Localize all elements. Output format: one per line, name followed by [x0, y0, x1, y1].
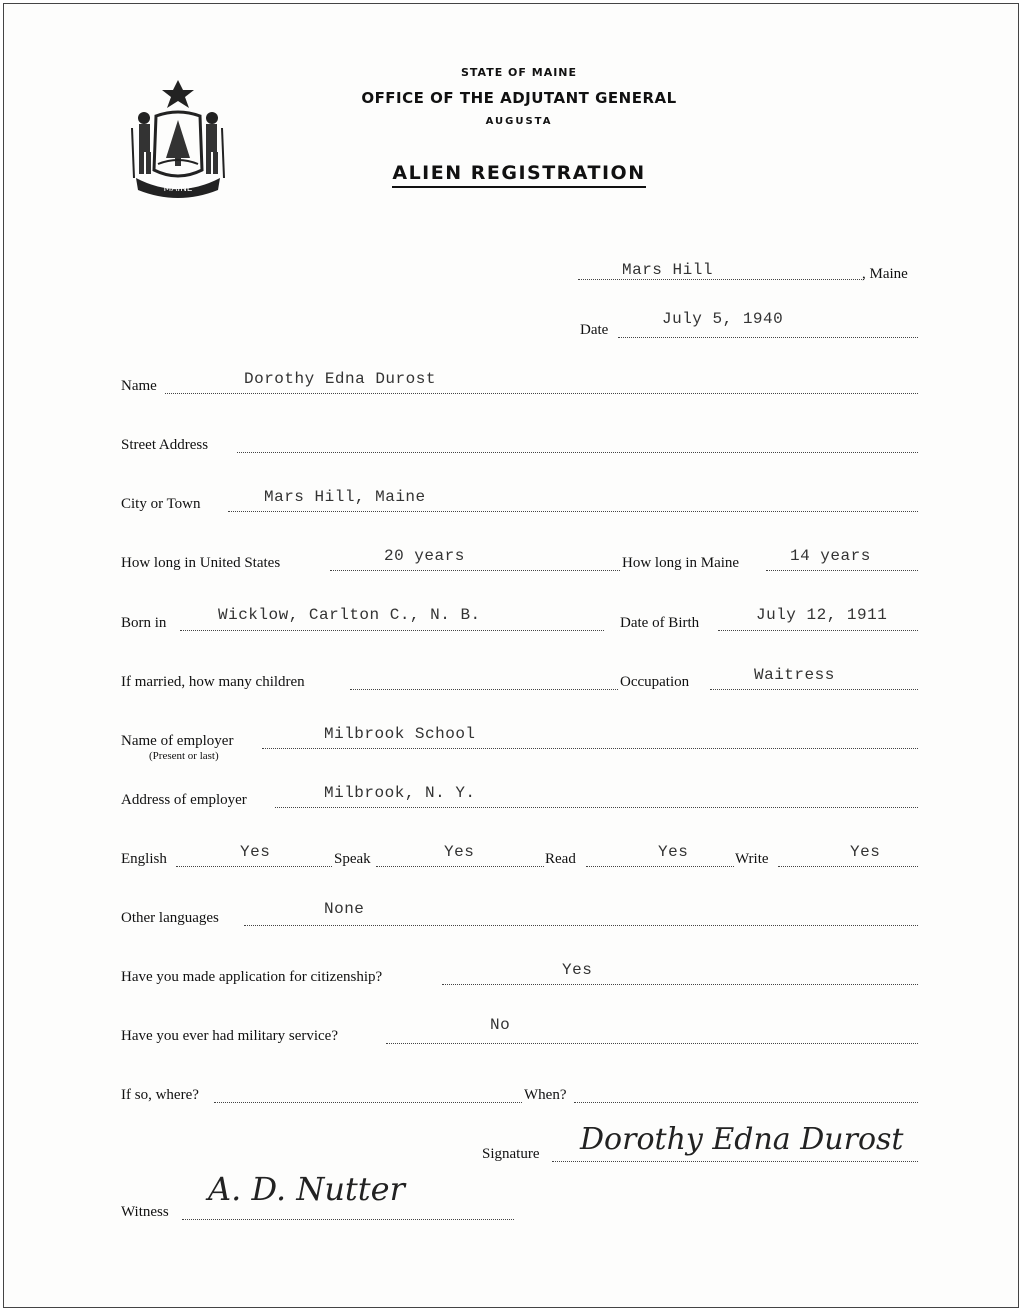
employer-line [262, 748, 918, 749]
when-line [574, 1102, 918, 1103]
speak-line [376, 866, 544, 867]
english-label: English [121, 851, 167, 867]
other-languages-line [244, 925, 918, 926]
military-value: No [490, 1016, 511, 1034]
place-line [578, 279, 864, 280]
speak-value: Yes [444, 843, 475, 861]
city-line [228, 511, 918, 512]
name-line [165, 393, 918, 394]
citizenship-value: Yes [562, 961, 593, 979]
employer-value: Milbrook School [324, 725, 476, 743]
how-long-us-label: How long in United States [121, 555, 281, 571]
employer-label: Name of employer [121, 733, 234, 749]
english-line [176, 866, 332, 867]
city-label: City or Town [121, 496, 201, 512]
signature-label: Signature [482, 1146, 540, 1162]
occupation-line [710, 689, 918, 690]
when-label: When? [524, 1087, 567, 1103]
citizenship-line [442, 984, 918, 985]
date-of-birth-label: Date of Birth [620, 615, 700, 631]
place-value: Mars Hill [622, 261, 713, 279]
born-in-value: Wicklow, Carlton C., N. B. [218, 606, 481, 624]
how-long-us-line [330, 570, 620, 571]
employer-address-label: Address of employer [121, 792, 247, 808]
speak-label: Speak [334, 851, 371, 867]
name-value: Dorothy Edna Durost [244, 370, 436, 388]
name-label: Name [121, 378, 157, 394]
place-suffix-label: , Maine [862, 266, 908, 282]
born-in-label: Born in [121, 615, 167, 631]
where-label: If so, where? [121, 1087, 199, 1103]
header-office: OFFICE OF THE ADJUTANT GENERAL [361, 89, 677, 107]
street-line [237, 452, 918, 453]
employer-note: (Present or last) [149, 750, 219, 762]
military-line [386, 1043, 918, 1044]
witness-label: Witness [121, 1204, 169, 1220]
where-line [214, 1102, 522, 1103]
how-long-maine-label: How long in Maine [622, 555, 740, 571]
citizenship-label: Have you made application for citizenship? [121, 969, 383, 985]
date-label: Date [580, 322, 609, 338]
other-languages-label: Other languages [121, 910, 219, 926]
children-label: If married, how many children [121, 674, 305, 690]
street-label: Street Address [121, 437, 209, 453]
how-long-maine-line [766, 570, 918, 571]
read-line [586, 866, 734, 867]
children-line [350, 689, 618, 690]
write-label: Write [735, 851, 769, 867]
signature-line [552, 1161, 918, 1162]
how-long-maine-value: 14 years [790, 547, 871, 565]
military-label: Have you ever had military service? [121, 1028, 338, 1044]
how-long-us-value: 20 years [384, 547, 465, 565]
applicant-signature: Dorothy Edna Durost [580, 1122, 904, 1157]
witness-line [182, 1219, 514, 1220]
english-value: Yes [240, 843, 271, 861]
date-of-birth-line [718, 630, 918, 631]
occupation-value: Waitress [754, 666, 835, 684]
date-value: July 5, 1940 [662, 310, 784, 328]
city-value: Mars Hill, Maine [264, 488, 426, 506]
write-value: Yes [850, 843, 881, 861]
read-value: Yes [658, 843, 689, 861]
occupation-label: Occupation [620, 674, 690, 690]
svg-text:MAINE: MAINE [163, 184, 193, 194]
witness-signature: A. D. Nutter [208, 1170, 405, 1208]
header-state: STATE OF MAINE [460, 66, 578, 79]
date-line [618, 337, 918, 338]
write-line [778, 866, 918, 867]
employer-address-value: Milbrook, N. Y. [324, 784, 476, 802]
header-city: AUGUSTA [485, 116, 553, 127]
born-in-line [180, 630, 604, 631]
employer-address-line [275, 807, 918, 808]
read-label: Read [545, 851, 576, 867]
registration-form [3, 3, 1019, 1308]
form-title: ALIEN REGISTRATION [4, 162, 1024, 184]
other-languages-value: None [324, 900, 365, 918]
date-of-birth-value: July 12, 1911 [756, 606, 888, 624]
